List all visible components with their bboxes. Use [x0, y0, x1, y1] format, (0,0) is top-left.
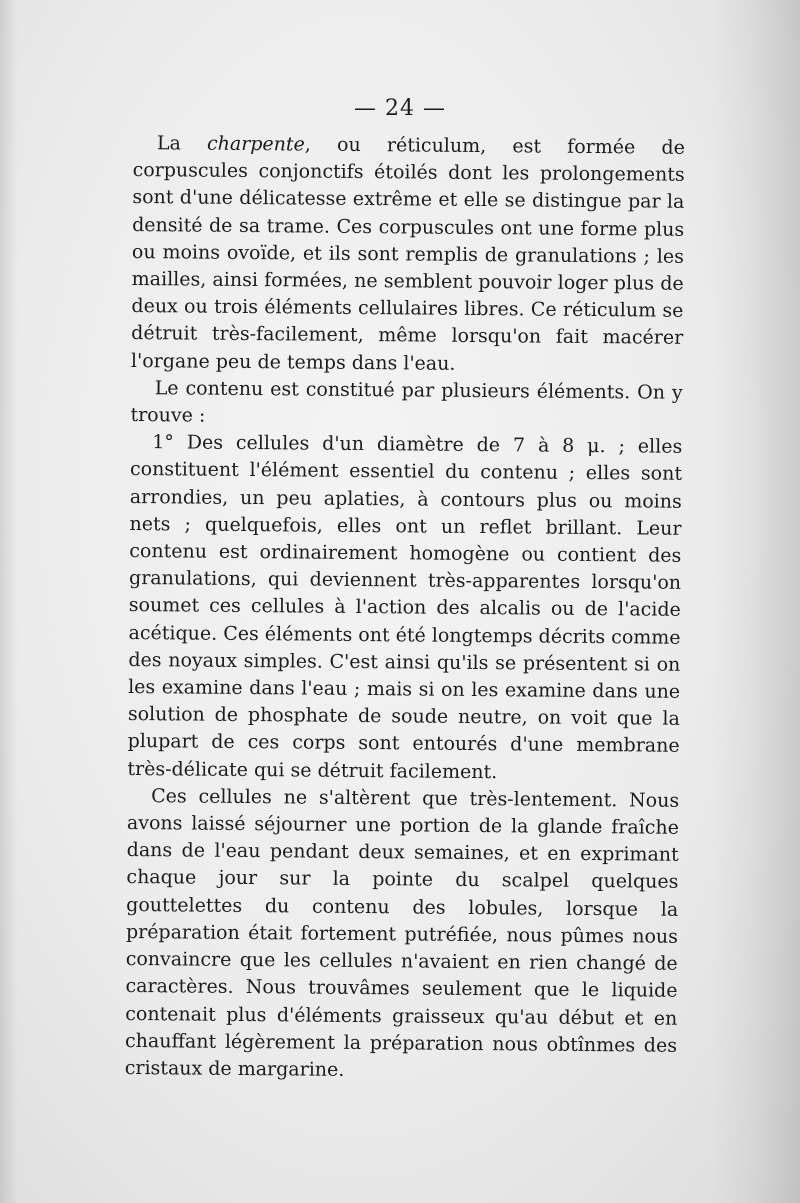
paragraph-1-lead: La: [156, 132, 181, 155]
paragraph-1-text: , ou réticulum, est formée de corpuscules conjonctifs étoilés dont les prolongements sont d'une délicatesse extrême et elle se distingue par la densité de sa trame. Ces corpuscules ont une forme plus ou moins ovoïde, et ils sont remplis de granulations ; les mailles, ainsi formées, ne semblent pouvoir loger plus de deux ou trois éléments cellulaires libres. Ce réticulum se détruit très-facilement, même lorsqu'on fait macérer l'organe peu de temps dans l'eau.: [130, 133, 685, 375]
page-gutter-shadow: [710, 0, 800, 1203]
body-text: [125, 130, 685, 1087]
page-left-edge-shadow: [0, 0, 18, 1203]
paragraph-2: Le contenu est constitué par plusieurs éléments. On y trouve :: [130, 377, 683, 427]
paragraph-3: 1° Des cellules d'un diamètre de 7 à 8 μ. ; elles constituent l'élément essentiel du contenu ; elles sont arrondies, un peu aplaties, à contours plus ou moins nets ; quelquefois, elles ont un reflet brillant. Leur contenu est ordinairement homogène ou contient des granulations, qui deviennent très-apparentes lorsqu'on soumet ces cellules à l'action des alcalis ou de l'acide acétique. Ces éléments ont été longtemps décrits comme des noyaux simples. C'est ainsi qu'ils se présentent si on les examine dans l'eau ; mais si on les examine dans une solution de phosphate de soude neutre, on voit que la plupart de ces corps sont entourés d'une membrane très-délicate qui se détruit facilement.: [127, 431, 683, 783]
paragraph-1-emphasis: charpente: [206, 132, 305, 156]
page-number: — 24 —: [354, 96, 446, 121]
paragraph-4: Ces cellules ne s'altèrent que très-lentement. Nous avons laissé séjourner une portion de la glande fraîche dans de l'eau pendant deux semaines, et en exprimant chaque jour sur la pointe du scalpel quelques gouttelettes du contenu des lobules, lorsque la préparation était fortement putréfiée, nous pûmes nous convaincre que les cellules n'avaient en rien changé de caractères. Nous trouvâmes seulement que le liquide contenait plus d'éléments graisseux qu'au début et en chauffant légèrement la préparation nous obtînmes des cristaux de margarine.: [124, 785, 680, 1081]
paragraph-1: [131, 130, 685, 380]
